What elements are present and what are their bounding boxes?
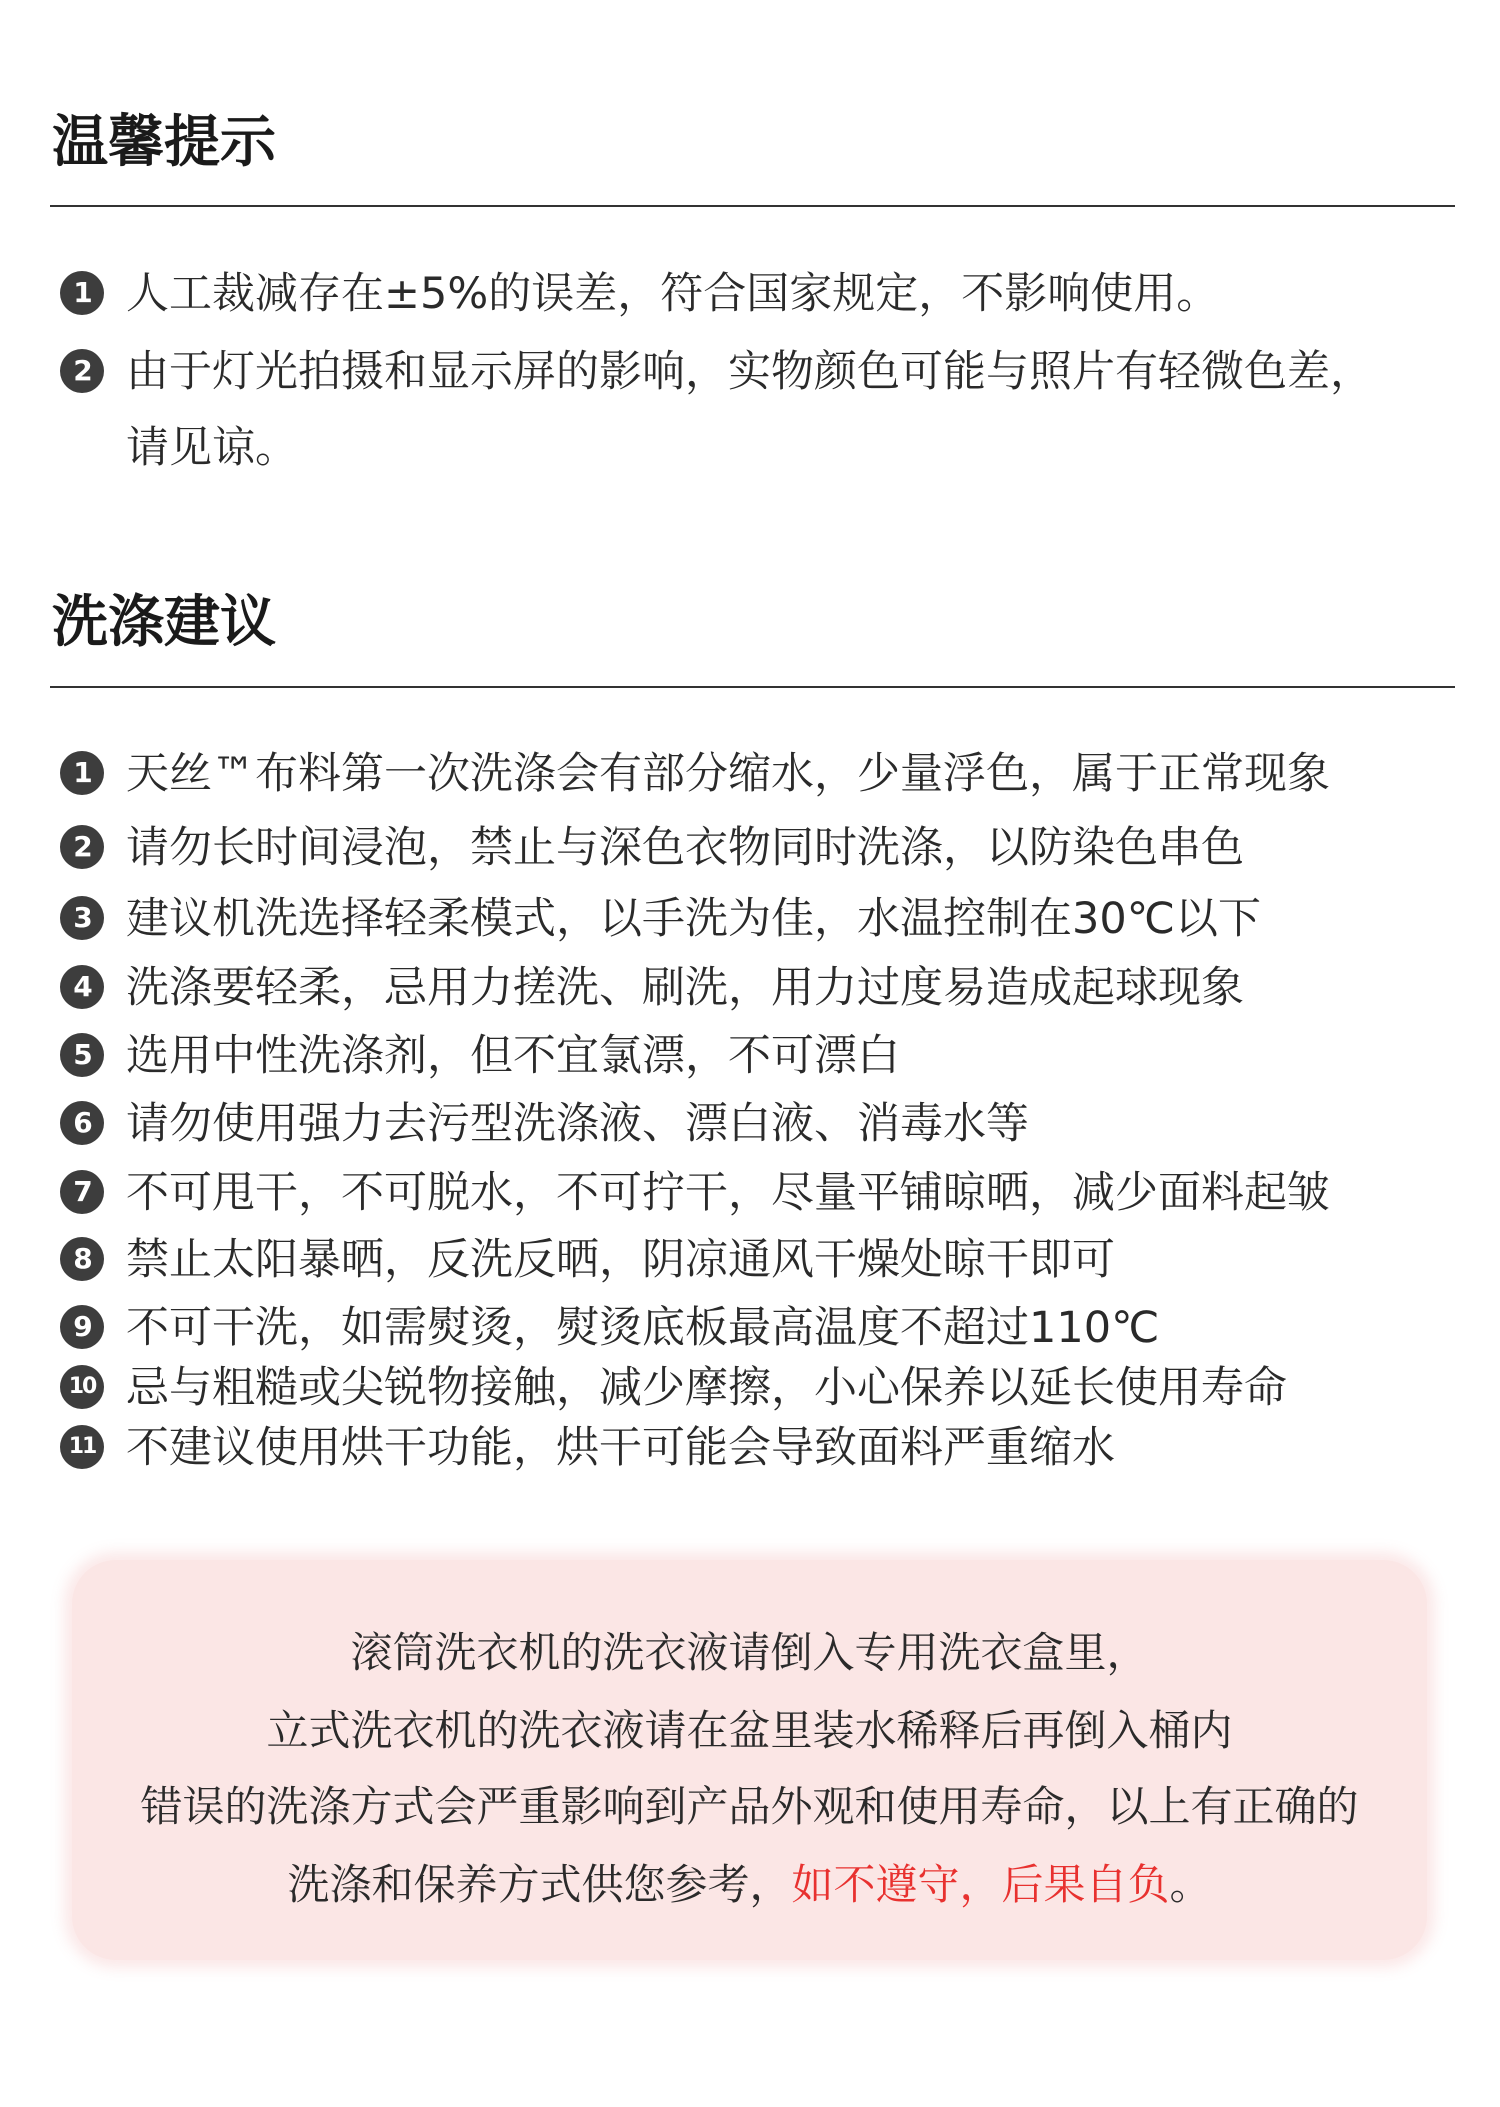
- notice-line-3: 错误的洗涤方式会严重影响到产品外观和使用寿命，以上有正确的: [140, 1782, 1359, 1831]
- notice-line-2: 立式洗衣机的洗衣液请在盆里装水稀释后再倒入桶内: [266, 1706, 1233, 1755]
- washing-item-6: [60, 1086, 1460, 1162]
- washing-title: 洗涤建议: [52, 590, 276, 655]
- washing-item-text: 选用中性洗涤剂，但不宜氯漂，不可漂白: [126, 1031, 900, 1081]
- number-badge-icon: 2: [60, 349, 104, 393]
- number-badge-icon: 1: [60, 271, 104, 315]
- washing-item-text: 洗涤要轻柔，忌用力搓洗、刷洗，用力过度易造成起球现象: [126, 963, 1244, 1013]
- washing-item-5: [60, 1018, 1460, 1094]
- notice-box: [72, 1560, 1427, 1960]
- washing-item-text: 不建议使用烘干功能，烘干可能会导致面料严重缩水: [126, 1423, 1115, 1473]
- washing-divider: [50, 686, 1455, 688]
- washing-item-text: 建议机洗选择轻柔模式，以手洗为佳，水温控制在30℃以下: [126, 894, 1262, 944]
- number-badge-icon: 5: [60, 1033, 104, 1077]
- tips-item-continuation: 请见谅。: [126, 423, 298, 473]
- tips-item-1: [60, 256, 1460, 332]
- washing-item-1: [60, 736, 1460, 812]
- number-badge-icon: 9: [60, 1305, 104, 1349]
- number-badge-icon: 2: [60, 825, 104, 869]
- number-badge-icon: 11: [60, 1425, 104, 1469]
- washing-item-text: 禁止太阳暴晒，反洗反晒，阴凉通风干燥处晾干即可: [126, 1235, 1115, 1285]
- washing-item-text: 不可干洗，如需熨烫，熨烫底板最高温度不超过110℃: [126, 1303, 1160, 1353]
- notice-line-4-end: 。: [1169, 1860, 1212, 1909]
- washing-item-4: [60, 950, 1460, 1026]
- washing-item-8: [60, 1222, 1460, 1298]
- washing-item-3: [60, 881, 1460, 957]
- number-badge-icon: 8: [60, 1237, 104, 1281]
- washing-item-text: 请勿使用强力去污型洗涤液、漂白液、消毒水等: [126, 1099, 1029, 1149]
- tips-item-2: [60, 334, 1460, 486]
- number-badge-icon: 1: [60, 751, 104, 795]
- tips-title: 温馨提示: [52, 110, 276, 175]
- number-badge-icon: 10: [60, 1365, 104, 1409]
- washing-item-11: [60, 1410, 1460, 1486]
- tips-item-text: 人工裁减存在±5%的误差，符合国家规定，不影响使用。: [126, 269, 1220, 319]
- washing-item-text: 天丝™布料第一次洗涤会有部分缩水，少量浮色，属于正常现象: [126, 749, 1330, 799]
- washing-item-text: 忌与粗糙或尖锐物接触，减少摩擦，小心保养以延长使用寿命: [126, 1363, 1287, 1413]
- notice-warning-text: 如不遵守，后果自负: [791, 1860, 1170, 1909]
- washing-item-2: [60, 810, 1460, 886]
- washing-item-text: 不可甩干，不可脱水，不可拧干，尽量平铺晾晒，减少面料起皱: [126, 1168, 1330, 1218]
- notice-line-4: [72, 1852, 1427, 1912]
- number-badge-icon: 3: [60, 896, 104, 940]
- number-badge-icon: 7: [60, 1170, 104, 1214]
- washing-item-7: [60, 1155, 1460, 1231]
- number-badge-icon: 4: [60, 965, 104, 1009]
- notice-line-4-text: 洗涤和保养方式供您参考，: [287, 1860, 792, 1909]
- number-badge-icon: 6: [60, 1101, 104, 1145]
- tips-item-text: 由于灯光拍摄和显示屏的影响，实物颜色可能与照片有轻微色差，: [126, 347, 1373, 397]
- notice-line-1: 滚筒洗衣机的洗衣液请倒入专用洗衣盒里，: [350, 1628, 1149, 1677]
- washing-item-text: 请勿长时间浸泡，禁止与深色衣物同时洗涤，以防染色串色: [126, 823, 1244, 873]
- tips-divider: [50, 205, 1455, 207]
